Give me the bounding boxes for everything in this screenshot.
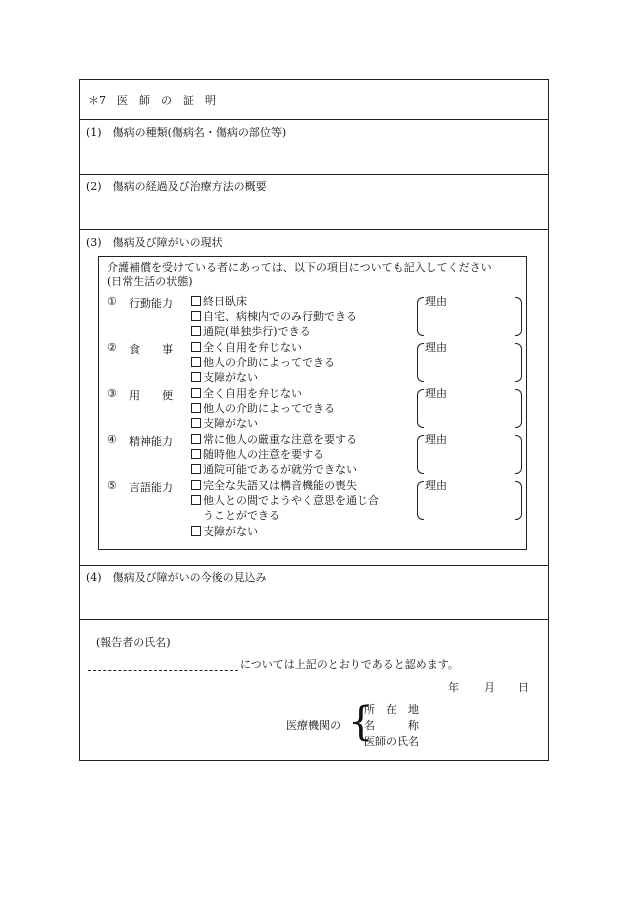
option-checkbox[interactable] — [191, 340, 302, 355]
reason-label: 理由 — [425, 341, 447, 354]
daily-life-note: 介護補償を受けている者にあっては、以下の項目についても記入してください — [107, 261, 492, 274]
row-number: ④ — [107, 433, 117, 446]
checkbox-icon[interactable] — [191, 449, 201, 459]
option-label: 全く自用を弁じない — [203, 341, 302, 354]
checkbox-icon[interactable] — [191, 388, 201, 398]
reason-left-bracket — [417, 343, 424, 382]
daily-life-status-box — [98, 256, 527, 550]
checkbox-icon[interactable] — [191, 357, 201, 367]
divider — [80, 619, 548, 620]
divider — [80, 174, 548, 175]
section-4-label: (4) 傷病及び障がいの今後の見込み — [86, 571, 267, 584]
address-label: 所 在 地 — [364, 703, 419, 716]
row-number: ① — [107, 295, 117, 308]
daily-life-heading: (日常生活の状態) — [107, 275, 193, 288]
row-number: ② — [107, 341, 117, 354]
option-checkbox[interactable] — [191, 355, 335, 370]
option-checkbox[interactable] — [191, 401, 335, 416]
reporter-name-line[interactable] — [88, 670, 238, 671]
row-number: ⑤ — [107, 479, 117, 492]
day-label: 日 — [518, 681, 529, 694]
month-label: 月 — [484, 681, 495, 694]
row-label: 言語能力 — [129, 481, 173, 494]
option-checkbox[interactable] — [191, 294, 247, 309]
checkbox-icon[interactable] — [191, 403, 201, 413]
option-checkbox[interactable] — [191, 524, 258, 539]
checkbox-icon[interactable] — [191, 296, 201, 306]
brace-icon: { — [348, 699, 374, 745]
checkbox-icon[interactable] — [191, 342, 201, 352]
divider — [80, 565, 548, 566]
reason-left-bracket — [417, 435, 424, 474]
reporter-label: (報告者の氏名) — [96, 636, 171, 649]
reason-label: 理由 — [425, 295, 447, 308]
option-label: 終日臥床 — [203, 295, 247, 308]
option-label: 通院可能であるが就労できない — [203, 463, 357, 476]
option-checkbox[interactable] — [191, 462, 357, 477]
row-label: 行動能力 — [129, 297, 173, 310]
option-label: 自宅、病棟内でのみ行動できる — [203, 310, 357, 323]
checkbox-icon[interactable] — [191, 372, 201, 382]
option-label: 支障がない — [203, 525, 258, 538]
option-label: 全く自用を弁じない — [203, 387, 302, 400]
section-2-label: (2) 傷病の経過及び治療方法の概要 — [86, 180, 267, 193]
reason-left-bracket — [417, 481, 424, 520]
checkbox-icon[interactable] — [191, 418, 201, 428]
checkbox-icon[interactable] — [191, 480, 201, 490]
option-label: 完全な失語又は構音機能の喪失 — [203, 479, 357, 492]
checkbox-icon[interactable] — [191, 495, 201, 505]
option-checkbox[interactable] — [191, 432, 357, 447]
option-checkbox[interactable] — [191, 386, 302, 401]
option-checkbox[interactable] — [191, 324, 311, 339]
divider — [80, 229, 548, 230]
option-label: 常に他人の厳重な注意を要する — [203, 433, 357, 446]
checkbox-icon[interactable] — [191, 464, 201, 474]
checkbox-icon[interactable] — [191, 326, 201, 336]
reason-right-bracket — [515, 297, 522, 336]
row-label: 用 便 — [129, 389, 173, 402]
option-label: 支障がない — [203, 371, 258, 384]
reason-label: 理由 — [425, 479, 447, 492]
option-continuation: うことができる — [203, 509, 280, 522]
option-label: 随時他人の注意を要する — [203, 448, 324, 461]
name-label: 名 称 — [364, 719, 419, 732]
section-title: ＊7 医 師 の 証 明 — [88, 94, 216, 107]
reason-left-bracket — [417, 389, 424, 428]
reason-left-bracket — [417, 297, 424, 336]
option-checkbox[interactable] — [191, 447, 324, 462]
institution-label: 医療機関の — [286, 719, 341, 732]
row-label: 食 事 — [129, 343, 173, 356]
option-checkbox[interactable] — [191, 478, 357, 493]
option-checkbox[interactable] — [191, 493, 379, 508]
checkbox-icon[interactable] — [191, 311, 201, 321]
reason-right-bracket — [515, 389, 522, 428]
option-label: 支障がない — [203, 417, 258, 430]
option-checkbox[interactable] — [191, 309, 357, 324]
divider — [80, 119, 548, 120]
reason-label: 理由 — [425, 433, 447, 446]
row-label: 精神能力 — [129, 435, 173, 448]
row-number: ③ — [107, 387, 117, 400]
reason-right-bracket — [515, 343, 522, 382]
certification-statement: については上記のとおりであると認めます。 — [240, 658, 459, 671]
option-label: 通院(単独歩行)できる — [203, 325, 311, 338]
reason-label: 理由 — [425, 387, 447, 400]
option-label: 他人の介助によってできる — [203, 402, 335, 415]
section-3-label: (3) 傷病及び障がいの現状 — [86, 236, 223, 249]
section-1-label: (1) 傷病の種類(傷病名・傷病の部位等) — [86, 126, 287, 139]
checkbox-icon[interactable] — [191, 526, 201, 536]
option-checkbox[interactable] — [191, 416, 258, 431]
option-label: 他人の介助によってできる — [203, 356, 335, 369]
doctor-name-label: 医師の氏名 — [364, 735, 419, 748]
option-checkbox[interactable] — [191, 370, 258, 385]
checkbox-icon[interactable] — [191, 434, 201, 444]
reason-right-bracket — [515, 481, 522, 520]
year-label: 年 — [448, 681, 459, 694]
option-label: 他人との間でようやく意思を通じ合 — [203, 494, 379, 507]
certificate-frame — [79, 79, 549, 761]
reason-right-bracket — [515, 435, 522, 474]
